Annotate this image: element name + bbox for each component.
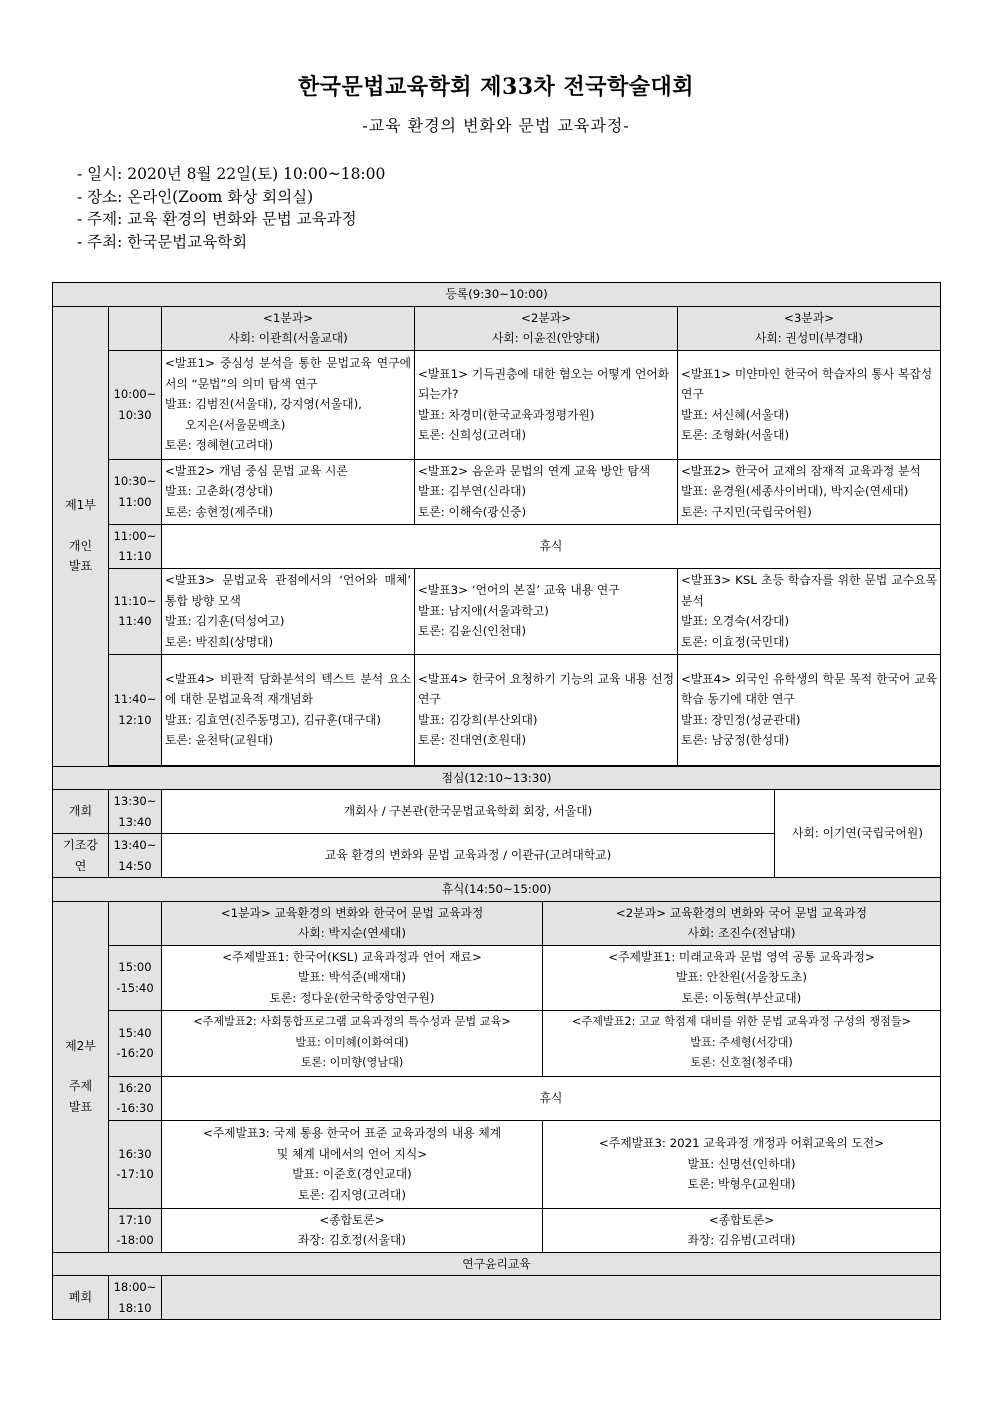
part1-label-c: 발표 bbox=[68, 559, 93, 574]
p1-slot1-time: 10:00~ 10:30 bbox=[109, 350, 162, 459]
p1-slot3-time: 11:10~ 11:40 bbox=[109, 568, 162, 654]
info-date: - 일시: 2020년 8월 22일(토) 10:00~18:00 bbox=[77, 165, 386, 183]
info-host: - 주최: 한국문법교육학회 bbox=[77, 232, 248, 251]
part2-label bbox=[53, 901, 109, 1252]
p2-slot1-s2: <주제발표1: 미래교육과 문법 영역 공통 교육과정> 발표: 안찬원(서울창도초) 토론: 이동혁(부산교대) bbox=[543, 945, 941, 1010]
p2-slot3-s1: <주제발표3: 국제 통용 한국어 표준 교육과정의 내용 체계 및 체계 내에서의 언어 지식> 발표: 이준호(경인교대) 토론: 김지영(고려대) bbox=[162, 1120, 543, 1208]
info-theme: - 주제: 교육 환경의 변화와 문법 교육과정 bbox=[77, 210, 357, 228]
p2-session2-header: <2분과> 교육환경의 변화와 국어 문법 교육과정 사회: 조진수(전남대) bbox=[543, 901, 941, 945]
p1-slot3-s3: <발표3> KSL 초등 학습자를 위한 문법 교수요목 분석 발표: 오경숙(서강대) 토론: 이효정(국민대) bbox=[678, 568, 941, 654]
closing-content bbox=[162, 1276, 941, 1320]
part1-label-b: 개인 bbox=[68, 538, 93, 553]
opening-content: 개회사 / 구본관(한국문법교육학회 회장, 서울대) bbox=[162, 790, 775, 834]
part2-label-b: 주제 bbox=[68, 1079, 93, 1094]
p1-session2-chair: 사회: 이윤진(안양대) bbox=[491, 331, 601, 345]
time-header-blank bbox=[109, 306, 162, 350]
registration-row: 등록(9:30~10:00) bbox=[53, 283, 941, 307]
p1-slot4-s3: <발표4> 외국인 유학생의 학문 목적 한국어 교육 학습 동기에 대한 연구 발표: 장민정(성균관대) 토론: 남궁정(한성대) bbox=[678, 654, 941, 765]
p1-slot2-s2: <발표2> 음운과 문법의 연계 교육 방안 탐색 발표: 김부연(신라대) 토론: 이해숙(광신중) bbox=[415, 459, 678, 524]
p2-slot4-s1: <종합토론> 좌장: 김호정(서울대) bbox=[162, 1208, 543, 1252]
p1-slot2-s3: <발표2> 한국어 교재의 잠재적 교육과정 분석 발표: 윤경원(세종사이버대), 박지순(연세대) 토론: 구지민(국립국어원) bbox=[678, 459, 941, 524]
p1-slot4-s1: <발표4> 비판적 담화분석의 텍스트 분석 요소에 대한 문법교육적 재개념화 발표: 김효연(진주동명고), 김규훈(대구대) 토론: 윤천탁(교원대) bbox=[162, 654, 415, 765]
part1-label-a: 제1부 bbox=[65, 498, 96, 513]
p2-slot3-s2: <주제발표3: 2021 교육과정 개정과 어휘교육의 도전> 발표: 신명선(인하대) 토론: 박형우(교원대) bbox=[543, 1120, 941, 1208]
p2-slot1-s1: <주제발표1: 한국어(KSL) 교육과정과 언어 재료> 발표: 박석준(배재대) 토론: 정다운(한국학중앙연구원) bbox=[162, 945, 543, 1010]
schedule-table bbox=[52, 282, 941, 1320]
ethics-row: 연구윤리교육 bbox=[53, 1252, 941, 1276]
p1-session2-title: <2분과> bbox=[520, 310, 572, 325]
page-title: 한국문법교육학회 제33차 전국학술대회 bbox=[298, 74, 694, 100]
info-venue: - 장소: 온라인(Zoom 화상 회의실) bbox=[77, 187, 314, 206]
part1-label bbox=[53, 306, 109, 766]
p1-slot1-s1: <발표1> 중심성 분석을 통한 문법교육 연구에서의 “문법”의 의미 탐색 연구 발표: 김범진(서울대), 강지영(서울대), 오지은(서울문백초) 토론: 정혜현(고려대) bbox=[162, 350, 415, 459]
break2-row: 휴식(14:50~15:00) bbox=[53, 878, 941, 902]
p1-session3-title: <3분과> bbox=[783, 310, 835, 325]
p2-slot3-time: 16:30 -17:10 bbox=[109, 1120, 162, 1208]
closing-time: 18:00~ 18:10 bbox=[109, 1276, 162, 1320]
p2-slot2-s2: <주제발표2: 고교 학점제 대비를 위한 문법 교육과정 구성의 쟁점들> 발표: 주세형(서강대) 토론: 신호철(청주대) bbox=[543, 1010, 941, 1076]
closing-label: 폐회 bbox=[53, 1276, 109, 1320]
time-header-blank-2 bbox=[109, 901, 162, 945]
p1-session1-title: <1분과> bbox=[262, 310, 314, 325]
p2-break-time: 16:20 -16:30 bbox=[109, 1076, 162, 1120]
event-info bbox=[77, 163, 385, 253]
p1-break-time: 11:00~ 11:10 bbox=[109, 524, 162, 568]
moderator: 사회: 이기연(국립국어원) bbox=[775, 790, 941, 878]
p2-slot2-time: 15:40 -16:20 bbox=[109, 1010, 162, 1076]
p2-slot4-time: 17:10 -18:00 bbox=[109, 1208, 162, 1252]
p2-slot1-time: 15:00 -15:40 bbox=[109, 945, 162, 1010]
p1-slot2-time: 10:30~ 11:00 bbox=[109, 459, 162, 524]
p1-session3-chair: 사회: 권성미(부경대) bbox=[754, 331, 864, 345]
keynote-time: 13:40~ 14:50 bbox=[109, 834, 162, 878]
p1-break: 휴식 bbox=[162, 524, 941, 568]
p2-session1-header: <1분과> 교육환경의 변화와 한국어 문법 교육과정 사회: 박지순(연세대) bbox=[162, 901, 543, 945]
p1-slot2-s1: <발표2> 개념 중심 문법 교육 시론 발표: 고춘화(경상대) 토론: 송현정(제주대) bbox=[162, 459, 415, 524]
p1-session1-chair: 사회: 이관희(서울교대) bbox=[228, 331, 348, 345]
p1-slot3-s1: <발표3> 문법교육 관점에서의 ‘언어와 매체’ 통합 방향 모색 발표: 김기훈(덕성여고) 토론: 박진희(상명대) bbox=[162, 568, 415, 654]
page-subtitle: -교육 환경의 변화와 문법 교육과정- bbox=[362, 116, 630, 135]
part2-label-a: 제2부 bbox=[65, 1038, 96, 1053]
p1-slot1-s3: <발표1> 미얀마인 한국어 학습자의 통사 복잡성 연구 발표: 서신혜(서울대) 토론: 조형화(서울대) bbox=[678, 350, 941, 459]
p1-slot4-time: 11:40~ 12:10 bbox=[109, 654, 162, 765]
opening-time: 13:30~ 13:40 bbox=[109, 790, 162, 834]
keynote-content: 교육 환경의 변화와 문법 교육과정 / 이관규(고려대학교) bbox=[162, 834, 775, 878]
p1-session3-header bbox=[678, 306, 941, 350]
p2-break: 휴식 bbox=[162, 1076, 941, 1120]
lunch-row: 점심(12:10~13:30) bbox=[53, 766, 941, 790]
keynote-label: 기조강 연 bbox=[53, 834, 109, 878]
part2-label-c: 발표 bbox=[68, 1099, 93, 1114]
p1-slot1-s2: <발표1> 기득권층에 대한 혐오는 어떻게 언어화되는가? 발표: 차경미(한국교육과정평가원) 토론: 신희성(고려대) bbox=[415, 350, 678, 459]
p1-session2-header bbox=[415, 306, 678, 350]
p2-slot4-s2: <종합토론> 좌장: 김유범(고려대) bbox=[543, 1208, 941, 1252]
p1-slot4-s2: <발표4> 한국어 요청하기 기능의 교육 내용 선정 연구 발표: 김강희(부산외대) 토론: 진대연(호원대) bbox=[415, 654, 678, 765]
opening-label: 개회 bbox=[53, 790, 109, 834]
p2-slot2-s1: <주제발표2: 사회통합프로그램 교육과정의 특수성과 문법 교육> 발표: 이미혜(이화여대) 토론: 이미향(영남대) bbox=[162, 1010, 543, 1076]
p1-session1-header bbox=[162, 306, 415, 350]
p1-slot3-s2: <발표3> ‘언어의 본질’ 교육 내용 연구 발표: 남지애(서울과학고) 토론: 김윤신(인천대) bbox=[415, 568, 678, 654]
